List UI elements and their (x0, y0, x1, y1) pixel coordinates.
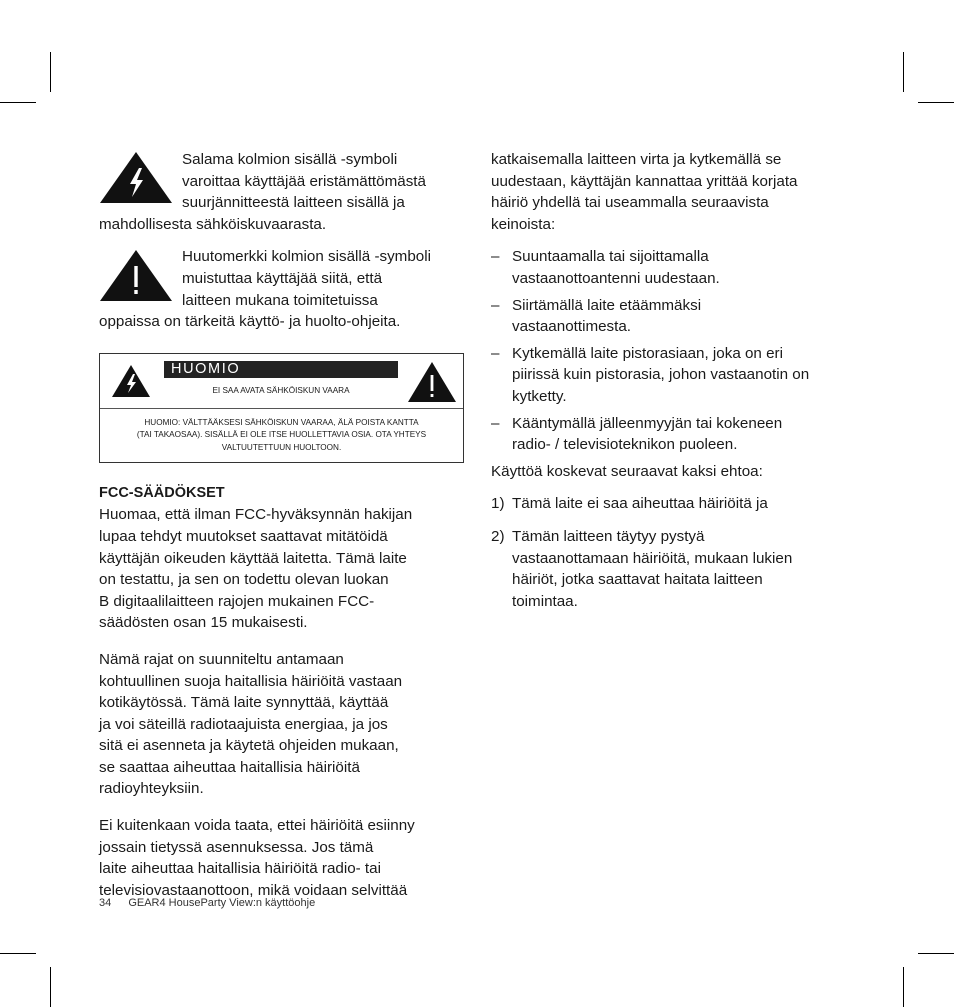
dash-marker: – (491, 344, 500, 362)
crop-mark (50, 52, 51, 92)
footer-text: GEAR4 HouseParty View:n käyttöohje (128, 897, 316, 909)
text-line: se saattaa aiheuttaa haitallisia häiriöitä (99, 758, 360, 776)
list-item (491, 246, 856, 289)
crop-mark (0, 102, 36, 103)
text-line: häiriö yhdellä tai useammalla seuraavista (491, 194, 769, 212)
fcc-heading: FCC-SÄÄDÖKSET (99, 484, 225, 501)
condition-number: 1) (491, 495, 505, 513)
exclamation-warning (99, 246, 464, 332)
exclamation-warning-line: muistuttaa käyttäjää siitä, että (182, 269, 383, 287)
text-line: on testattu, ja sen on todettu olevan luokan (99, 571, 389, 589)
text-line: käyttäjän oikeuden käyttää laitetta. Tämä laite (99, 549, 407, 567)
text-line: Kääntymällä jälleenmyyjän tai kokeneen (512, 414, 783, 432)
text-line: Tämä laite ei saa aiheuttaa häiriöitä ja (512, 495, 768, 513)
lightning-warning (99, 149, 464, 235)
list-item (491, 343, 856, 408)
caution-body-line: HUOMIO: VÄLTTÄÄKSESI SÄHKÖISKUN VAARAA, ÄLÄ POISTA KANTTA (144, 417, 419, 427)
caution-divider (100, 408, 463, 409)
text-line: kotikäytössä. Tämä laite synnyttää, käyttää (99, 694, 389, 712)
text-line: Nämä rajat on suunniteltu antamaan (99, 650, 344, 668)
caution-box (99, 353, 464, 463)
text-line: vastaanottoantenni uudestaan. (512, 269, 720, 287)
right-column (491, 149, 856, 612)
lightning-warning-line: varoittaa käyttäjää eristämättömästä (182, 172, 426, 190)
text-line: sitä ei asenneta ja käytetä ohjeiden mukaan, (99, 737, 399, 755)
text-line: Huomaa, että ilman FCC-hyväksynnän hakijan (99, 506, 413, 524)
text-line: Siirtämällä laite etäämmäksi (512, 296, 702, 314)
text-line: Ei kuitenkaan voida taata, ettei häiriöitä esiinny (99, 817, 415, 835)
exclamation-warning-line: oppaissa on tärkeitä käyttö- ja huolto-ohjeita. (99, 313, 401, 331)
lightning-warning-line: Salama kolmion sisällä -symboli (182, 151, 398, 168)
caution-body-line: VALTUUTETTUUN HUOLTOON. (221, 442, 342, 452)
text-line: toimintaa. (512, 592, 578, 610)
text-line: Suuntaamalla tai sijoittamalla (512, 248, 709, 266)
text-line: kytketty. (512, 387, 567, 405)
dash-marker: – (491, 414, 500, 432)
condition-number: 2) (491, 527, 505, 545)
text-line: radio- / televisioteknikon puoleen. (512, 436, 738, 454)
caution-body (108, 417, 455, 455)
dash-marker: – (491, 296, 500, 314)
text-line: lupaa tehdyt muutokset saattavat mitätöidä (99, 527, 388, 545)
exclamation-warning-icon (407, 361, 457, 403)
condition-item (491, 526, 856, 612)
text-line: kohtuullinen suoja haitallisia häiriöitä vastaan (99, 672, 403, 690)
list-item (491, 295, 856, 338)
crop-mark (50, 967, 51, 1007)
lightning-warning-line: mahdollisesta sähköiskuvaarasta. (99, 215, 327, 233)
lightning-warning-line: suurjännitteestä laitteen sisällä ja (182, 194, 405, 212)
fcc-paragraph-1 (99, 504, 464, 634)
exclamation-warning-line: Huutomerkki kolmion sisällä -symboli (182, 248, 431, 266)
crop-mark (903, 967, 904, 1007)
exclamation-warning-line: laitteen mukana toimitetuissa (182, 291, 378, 309)
text-line: säädösten osan 15 mukaisesti. (99, 614, 308, 632)
text-line: laite aiheuttaa haitallisia häiriöitä radio- tai (99, 860, 381, 878)
lightning-warning-icon (111, 364, 151, 398)
text-line: piirissä kuin pistorasia, johon vastaanotin on (512, 366, 810, 384)
text-line: keinoista: (491, 215, 556, 233)
page-number: 34 (99, 897, 112, 909)
crop-mark (918, 953, 954, 954)
conditions-intro: Käyttöä koskevat seuraavat kaksi ehtoa: (491, 462, 763, 480)
caution-title: HUOMIO (164, 361, 398, 378)
dash-marker: – (491, 248, 500, 266)
text-line: Kytkemällä laite pistorasiaan, joka on eri (512, 344, 783, 362)
crop-mark (918, 102, 954, 103)
text-line: vastaanottamaan häiriöitä, mukaan lukien (512, 549, 793, 567)
text-line: radioyhteyksiin. (99, 780, 204, 798)
page-footer (99, 897, 315, 909)
text-line: vastaanottimesta. (512, 318, 632, 336)
condition-item (491, 493, 856, 515)
text-line: ja voi säteillä radiotaajuista energiaa, ja jos (99, 715, 388, 733)
caution-body-line: (TAI TAKAOSAA). SISÄLLÄ EI OLE ITSE HUOLLETTAVIA OSIA. OTA YHTEYS (136, 430, 427, 440)
text-line: B digitaalilaitteen rajojen mukainen FCC- (99, 592, 375, 610)
crop-mark (0, 953, 36, 954)
text-line: televisiovastaanottoon, mikä voidaan selvittää (99, 881, 408, 899)
lightning-warning-icon (99, 151, 173, 203)
text-line: häiriöt, jotka saattavat haitata laitteen (512, 571, 763, 589)
fcc-paragraph-2 (99, 649, 464, 800)
crop-mark (903, 52, 904, 92)
exclamation-warning-icon (99, 249, 173, 301)
text-line: katkaisemalla laitteen virta ja kytkemällä se (491, 151, 782, 168)
fcc-paragraph-3 (99, 815, 464, 901)
text-line: jossain tietyssä asennuksessa. Jos tämä (99, 838, 374, 856)
left-column (99, 149, 464, 901)
text-line: uudestaan, käyttäjän kannattaa yrittää korjata (491, 172, 798, 190)
text-line: Tämän laitteen täytyy pystyä (512, 527, 705, 545)
caution-subtitle: EI SAA AVATA SÄHKÖISKUN VAARA (212, 385, 350, 395)
list-item (491, 413, 856, 456)
right-paragraph-1 (491, 149, 856, 235)
